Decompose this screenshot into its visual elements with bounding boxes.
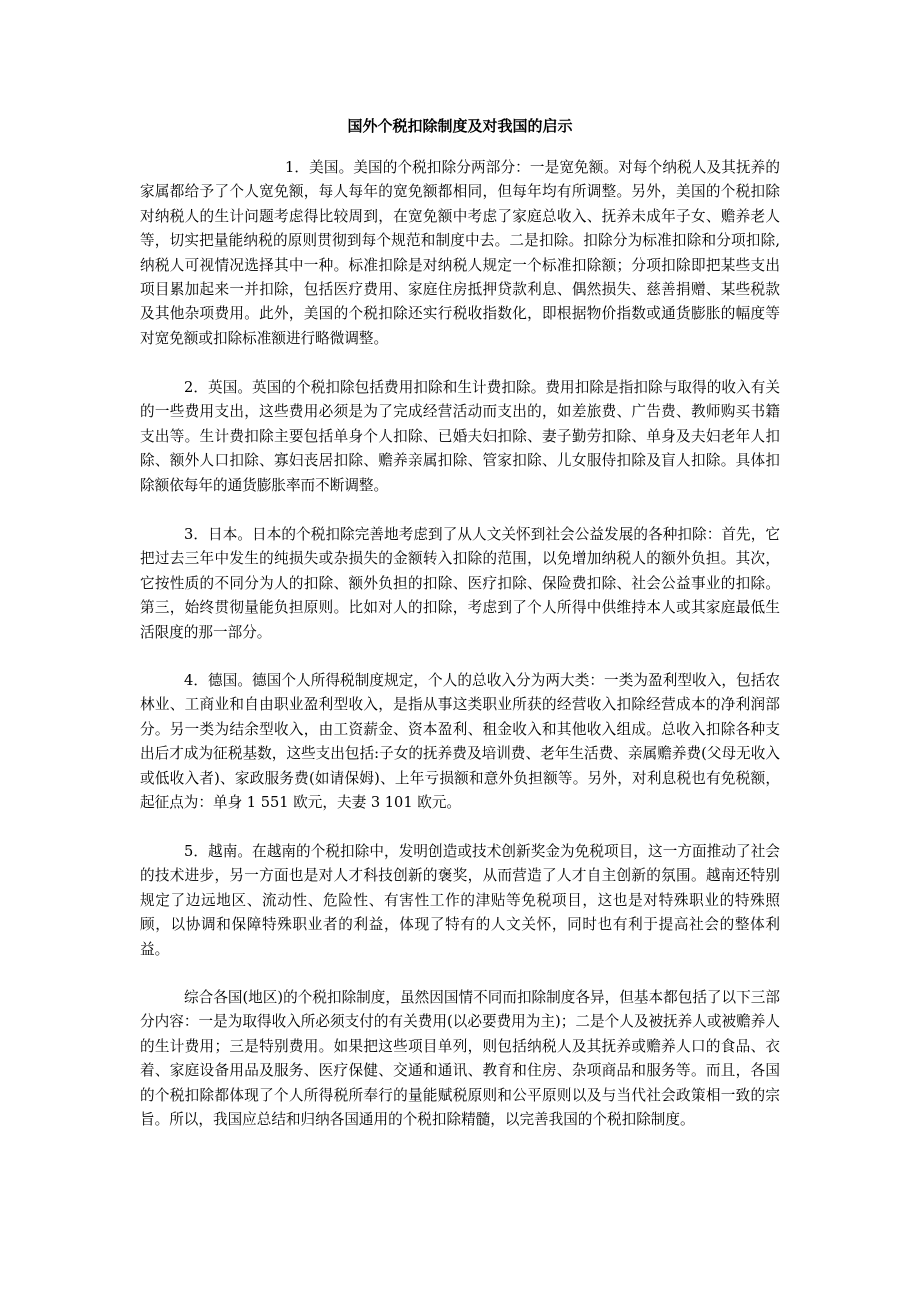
paragraph-usa: 1．美国。美国的个税扣除分两部分：一是宽免额。对每个纳税人及其抚养的家属都给予了个人宽免额，每人每年的宽免额都相同，但每年均有所调整。另外，美国的个税扣除对纳税人的生计问题考虑得比较周到，在宽免额中考虑了家庭总收入、抚养未成年子女、赡养老人等，切实把量能纳税的原则贯彻到每个规范和制度中去。二是扣除。扣除分为标准扣除和分项扣除,纳税人可视情况选择其中一种。标准扣除是对纳税人规定一个标准扣除额；分项扣除即把某些支出项目累加起来一并扣除，包括医疗费用、家庭住房抵押贷款利息、偶然损失、慈善捐赠、某些税款及其他杂项费用。此外，美国的个税扣除还实行税收指数化，即根据物价指数或通货膨胀的幅度等对宽免额或扣除标准额进行略微调整。 — [140, 159, 780, 347]
paragraph-germany: 4．德国。德国个人所得税制度规定，个人的总收入分为两大类：一类为盈利型收入，包括农林业、工商业和自由职业盈利型收入，是指从事这类职业所获的经营收入扣除经营成本的净利润部分。另一类为结余型收入，由工资薪金、资本盈利、租金收入和其他收入组成。总收入扣除各种支出后才成为征税基数，这些支出包括:子女的抚养费及培训费、老年生活费、亲属赡养费(父母无收入或低收入者)、家政服务费(如请保姆)、上年亏损额和意外负担额等。另外，对利息税也有免税额，起征点为：单身 1 551 欧元，夫妻 3 101 欧元。 — [140, 672, 780, 812]
document-title: 国外个税扣除制度及对我国的启示 — [347, 117, 573, 135]
paragraph-vietnam: 5．越南。在越南的个税扣除中，发明创造或技术创新奖金为免税项目，这一方面推动了社会的技术进步，另一方面也是对人才科技创新的褒奖，从而营造了人才自主创新的氛围。越南还特别规定了边远地区、流动性、危险性、有害性工作的津贴等免税项目，这也是对特殊职业的特殊照顾，以协调和保障特殊职业者的利益，体现了特有的人文关怀，同时也有利于提高社会的整体利益。 — [140, 843, 780, 958]
paragraph-japan: 3．日本。日本的个税扣除完善地考虑到了从人文关怀到社会公益发展的各种扣除：首先，它把过去三年中发生的纯损失或杂损失的金额转入扣除的范围，以免增加纳税人的额外负担。其次，它按性质的不同分为人的扣除、额外负担的扣除、医疗扣除、保险费扣除、社会公益事业的扣除。第三，始终贯彻量能负担原则。比如对人的扣除，考虑到了个人所得中供维持本人或其家庭最低生活限度的那一部分。 — [140, 526, 780, 641]
paragraph-uk: 2．英国。英国的个税扣除包括费用扣除和生计费扣除。费用扣除是指扣除与取得的收入有关的一些费用支出，这些费用必须是为了完成经营活动而支出的，如差旅费、广告费、教师购买书籍支出等。生计费扣除主要包括单身个人扣除、已婚夫妇扣除、妻子勤劳扣除、单身及夫妇老年人扣除、额外人口扣除、寡妇丧居扣除、赡养亲属扣除、管家扣除、儿女服侍扣除及盲人扣除。具体扣除额依每年的通货膨胀率而不断调整。 — [140, 379, 780, 494]
paragraph-summary: 综合各国(地区)的个税扣除制度，虽然因国情不同而扣除制度各异，但基本都包括了以下三部分内容：一是为取得收入所必须支付的有关费用(以必要费用为主)；二是个人及被抚养人或被赡养人的生计费用；三是特别费用。如果把这些项目单列，则包括纳税人及其抚养或赡养人口的食品、衣着、家庭设备用品及服务、医疗保健、交通和通讯、教育和住房、杂项商品和服务等。而且，各国的个税扣除都体现了个人所得税所奉行的量能赋税原则和公平原则以及与当代社会政策相一致的宗旨。所以，我国应总结和归纳各国通用的个税扣除精髓，以完善我国的个税扣除制度。 — [140, 989, 780, 1129]
